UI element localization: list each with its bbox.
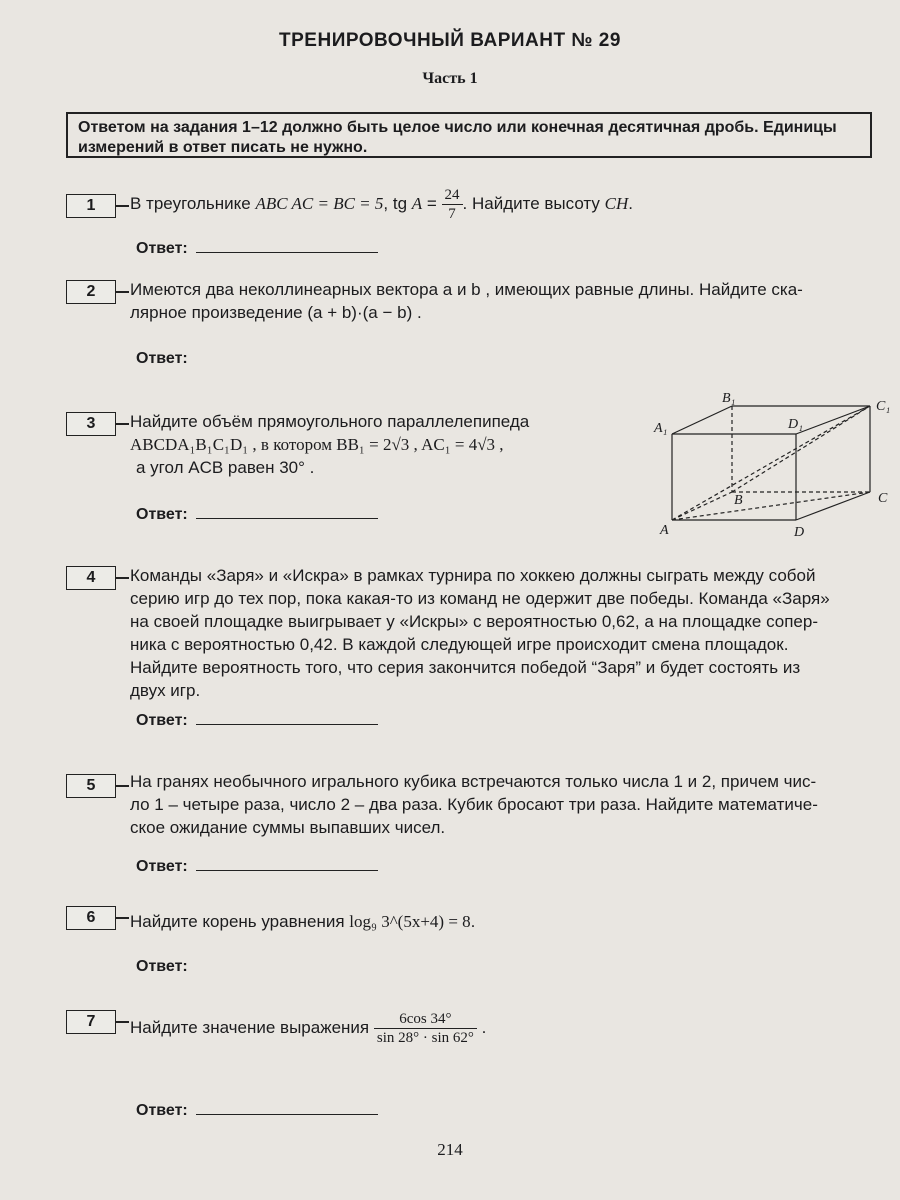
answer-field-4[interactable] (136, 710, 378, 730)
task-line: ло 1 – четыре раза, число 2 – два раза. Кубик бросают три раза. Найдите математиче- (130, 795, 818, 814)
task-line: Найдите объём прямоугольного параллелепипеда (130, 412, 530, 431)
task-line: серию игр до тех пор, пока какая-то из команд не одержит две победы. Команда «Заря» (130, 589, 830, 608)
task-1-math: ABC AC = BC = 5 (255, 193, 384, 213)
task-6-equation: log₉ 3^(5x+4) = 8 (349, 912, 471, 931)
task-3-text (130, 410, 630, 479)
fraction-numerator: 24 (442, 186, 463, 205)
task-7-part: Найдите значение выражения (130, 1017, 374, 1037)
task-line: Найдите вероятность того, что серия закончится победой “Заря” и будет состоять из (130, 658, 801, 677)
answer-label: Ответ: (136, 858, 188, 875)
task-4-text (130, 564, 886, 702)
answer-label: Ответ: (136, 240, 188, 257)
vertex-label: A (660, 523, 669, 538)
task-1-part: . (628, 193, 633, 213)
answer-field-3[interactable] (136, 504, 378, 524)
vertex-label: B₁ (722, 392, 736, 406)
answer-field-6[interactable] (136, 958, 188, 976)
task-2-text (130, 278, 886, 324)
task-5-text (130, 770, 886, 839)
task-line: Команды «Заря» и «Искра» в рамках турнира по хоккею должны сыграть между собой (130, 566, 816, 585)
task-1-part: В треугольнике (130, 193, 256, 213)
task-number-2: 2 (66, 280, 116, 304)
fraction-denominator: sin 28° · sin 62° (376, 1030, 474, 1046)
vertex-label: A₁ (654, 421, 668, 436)
task-1-text (130, 186, 886, 223)
answer-label: Ответ: (136, 958, 188, 975)
answer-label: Ответ: (136, 506, 188, 523)
task-number-7: 7 (66, 1010, 116, 1034)
task-1-math: CH (604, 193, 629, 213)
task-1-math: A (411, 193, 423, 213)
task-line: ское ожидание суммы выпавших чисел. (130, 818, 446, 837)
task-line: На гранях необычного игрального кубика встречаются только числа 1 и 2, причем чис- (130, 772, 817, 791)
answer-field-5[interactable] (136, 856, 378, 876)
answer-line[interactable] (196, 856, 378, 871)
page-title: ТРЕНИРОВОЧНЫЙ ВАРИАНТ № 29 (279, 30, 621, 51)
page-number: 214 (437, 1140, 463, 1159)
task-line: на своей площадке выигрывает у «Искры» с вероятностью 0,62, а на площадке сопер- (130, 612, 818, 631)
task-line: а угол ACB равен 30° . (136, 458, 315, 477)
task-1-part: , tg (383, 193, 412, 213)
vertex-label: B (734, 493, 743, 508)
part-title: Часть 1 (422, 70, 478, 87)
answer-label: Ответ: (136, 1102, 188, 1119)
task-number-1: 1 (66, 194, 116, 218)
instructions-box: Ответом на задания 1–12 должно быть целое число или конечная десятичная дробь. Единицы измерений в ответ писать не нужно. (66, 112, 872, 158)
task-line: двух игр. (130, 681, 201, 700)
task-line: Имеются два неколлинеарных вектора a и b , имеющих равные длины. Найдите ска- (130, 280, 803, 299)
vertex-label: C (878, 491, 888, 506)
task-number-5: 5 (66, 774, 116, 798)
task-1-part: = (422, 193, 442, 213)
vertex-label: D (794, 525, 805, 540)
answer-field-7[interactable] (136, 1100, 378, 1120)
task-7-fraction (374, 1010, 477, 1047)
answer-line[interactable] (196, 710, 378, 725)
fraction-numerator: 6cos 34° (374, 1010, 477, 1029)
task-7-part: . (476, 1017, 487, 1037)
answer-line[interactable] (196, 504, 378, 519)
parallelepiped-figure (648, 392, 900, 542)
answer-field-1[interactable] (136, 238, 378, 258)
answer-label: Ответ: (136, 350, 188, 367)
vertex-label: D₁ (788, 417, 803, 432)
answer-label: Ответ: (136, 712, 188, 729)
task-1-fraction (442, 186, 463, 223)
task-6-text (130, 910, 886, 933)
task-1-part: . Найдите высоту (462, 193, 605, 213)
task-line: ABCDA₁B₁C₁D₁ , в котором BB₁ = 2√3 , AC₁ = 4√3 , (130, 435, 504, 454)
answer-line[interactable] (196, 238, 378, 253)
task-line: лярное произведение (a + b)·(a − b) . (130, 303, 422, 322)
fraction-denominator: 7 (448, 206, 456, 222)
task-number-3: 3 (66, 412, 116, 436)
vertex-label: C₁ (876, 399, 891, 414)
task-number-6: 6 (66, 906, 116, 930)
task-7-text (130, 1010, 886, 1047)
task-number-4: 4 (66, 566, 116, 590)
task-6-part: . (470, 912, 476, 931)
answer-line[interactable] (196, 1100, 378, 1115)
answer-field-2[interactable] (136, 350, 188, 368)
task-line: ника с вероятностью 0,42. В каждой следующей игре происходит смена площадок. (130, 635, 789, 654)
task-6-part: Найдите корень уравнения (130, 912, 350, 931)
